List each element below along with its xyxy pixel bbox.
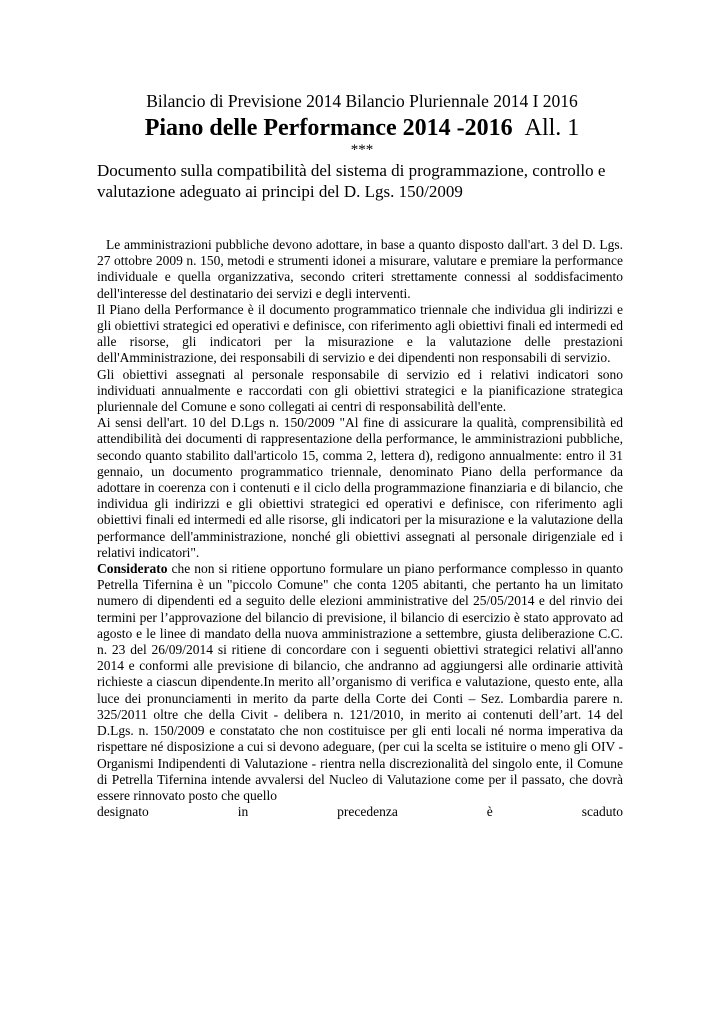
plan-title: Piano delle Performance 2014 -2016 [144,115,513,141]
last-word: precedenza [337,804,398,820]
considerato-lead: Considerato [97,561,168,577]
paragraph-piano: Il Piano della Performance è il documento programmatico triennale che individua gli indirizzi e gli obiettivi strategici ed operativi e definisce, con riferimento agli obiettivi finali ed intermedi ed alle risorse, gli indicatori per la misurazione e la valutazione delle prestazioni dell'Amministrazione, dei responsabili di servizio e dei dipendenti non responsabili di servizio. [97,301,623,366]
page-title [60,113,664,143]
document-title: Documento sulla compatibilità del sistema di programmazione, controllo e valutazione adeguato ai principi del D. Lgs. 150/2009 [97,161,606,201]
document-body [97,237,623,820]
paragraph-obiettivi: Gli obiettivi assegnati al personale responsabile di servizio ed i relativi indicatori sono individuati annualmente e raccordati con gli obiettivi strategici e la pianificazione strategica pluriennale del Comune e sono collegati ai centri di responsabilità dell'ente. [97,366,623,415]
paragraph-art10: Ai sensi dell'art. 10 del D.Lgs n. 150/2009 "Al fine di assicurare la qualità, comprensibilità ed attendibilità dei documenti di rappresentazione della performance, le amministrazioni pubbliche, secondo quanto stabilito dall'articolo 15, comma 2, lettera d), redigono annualmente: entro il 31 gennaio, un documento programmatico triennale, denominato Piano della performance da adottare in coerenza con i contenuti e il ciclo della programmazione finanziaria e di bilancio, che individua gli indirizzi e gli obiettivi strategici ed operativi e definisce, con riferimento agli obiettivi finali ed intermedi ed alle risorse, gli indicatori per la misurazione e la valutazione della performance dell'amministrazione, nonché gli obiettivi assegnati al personale dirigenziale ed i relativi indicatori". [97,415,623,560]
budget-subtitle: Bilancio di Previsione 2014 Bilancio Pluriennale 2014 I 2016 [146,91,578,111]
last-line [97,804,623,820]
attachment-label: All. 1 [524,115,580,141]
considerato-text: che non si ritiene opportuno formulare un piano performance complesso in quanto Petrella Tifernina è un "piccolo Comune" che conta 1205 abitanti, che pertanto ha un limitato numero di dipendenti ed a seguito delle elezioni amministrative del 25/05/2014 e del rinvio dei termini per l’approvazione del bilancio di previsione, il bilancio di esercizio è stato approvato ad agosto e le linee di mandato della nuova amministrazione a settembre, giusta deliberazione C.C. n. 23 del 26/09/2014 si ritiene di concordare con i seguenti obiettivi strategici relativi all'anno 2014 e conformi alle previsione di bilancio, che andranno ad aggiungersi alle ordinarie attività richieste a ciascun dipendente.In merito all’organismo di verifica e valutazione, questo ente, alla luce dei pronunciamenti in merito da parte della Corte dei Conti – Sez. Lombardia parere n. 325/2011 oltre che della Civit - delibera n. 121/2010, in merito ai contenuti dell’art. 14 del D.Lgs. n. 150/2009 e constatato che non costituisce per gli enti locali né norma imperativa da rispettare né disposizione a cui si devono adeguare, (per cui la scelta se istituire o meno gli OIV -Organismi Indipendenti di Valutazione - rientra nella discrezionalità del singolo ente, il Comune di Petrella Tifernina intende avvalersi del Nucleo di Valutazione come per il passato, che dovrà essere rinnovato posto che quello [97,561,623,803]
paragraph-intro: Le amministrazioni pubbliche devono adottare, in base a quanto disposto dall'art. 3 del D. Lgs. 27 ottobre 2009 n. 150, metodi e strumenti idonei a misurare, valutare e premiare la performance individuale e quella organizzativa, secondo criteri strettamente connessi al soddisfacimento dell'interesse del destinatario dei servizi e degli interventi. [97,237,623,301]
last-word: designato [97,804,149,820]
separator-stars: *** [350,142,374,158]
last-word: scaduto [581,804,623,820]
last-word: in [237,804,249,820]
last-word: è [486,804,493,820]
paragraph-considerato [97,561,623,804]
